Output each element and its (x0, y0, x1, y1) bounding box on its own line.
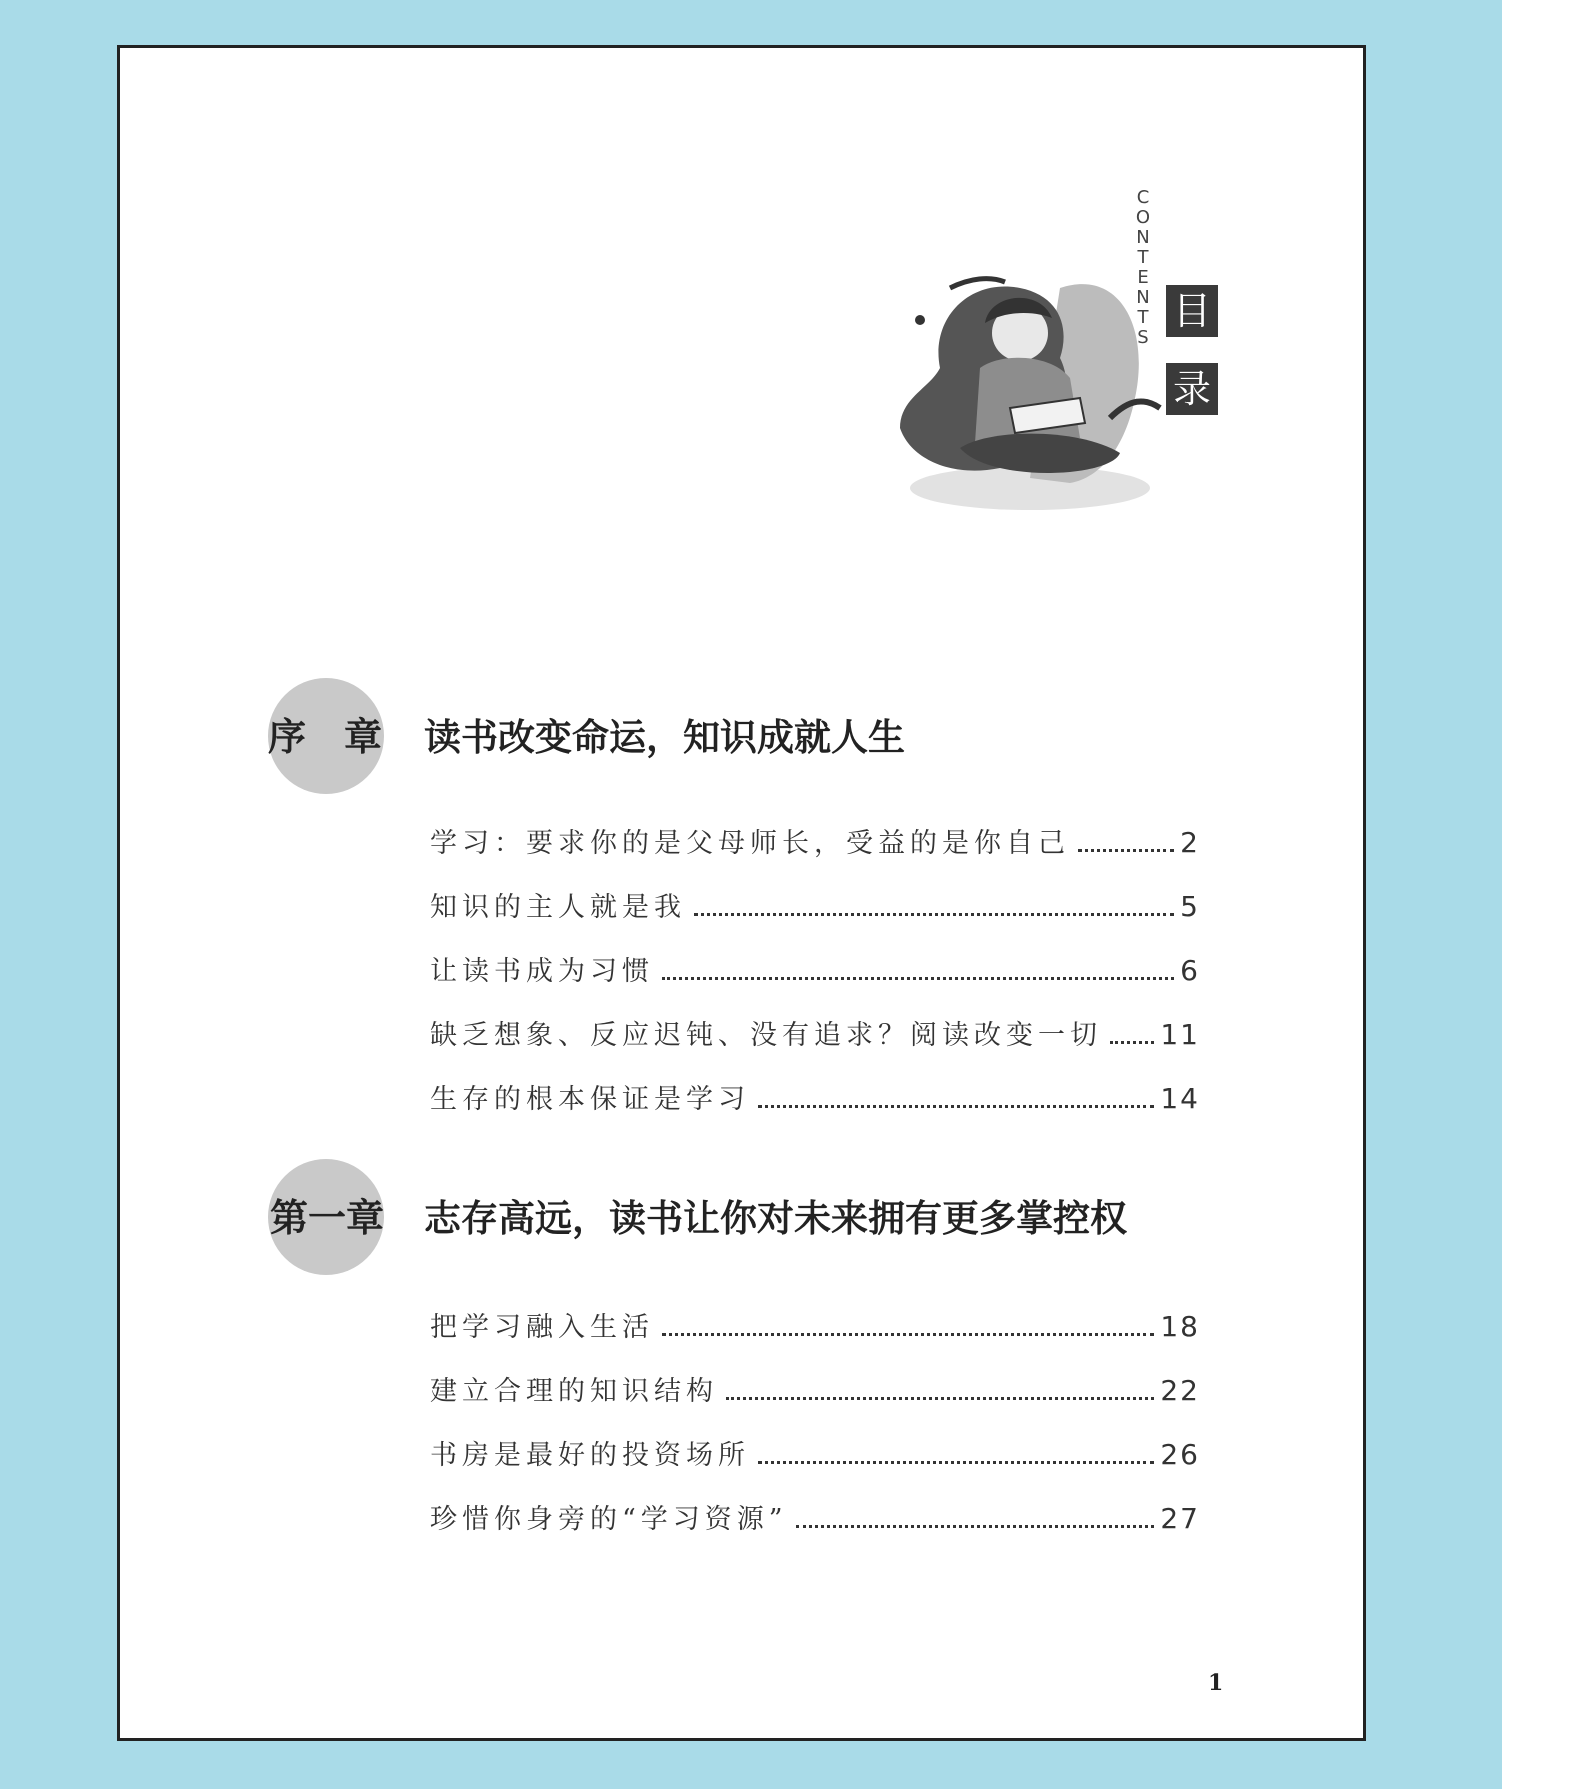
entry-page: 18 (1160, 1310, 1200, 1343)
toc-title (1166, 285, 1218, 415)
book-page (117, 45, 1366, 1741)
chapter-label (268, 1195, 386, 1241)
contents-letter: T (1137, 247, 1149, 268)
entry-page: 2 (1180, 826, 1200, 859)
toc-entry[interactable] (430, 1371, 1200, 1435)
entry-text: 让读书成为习惯 (430, 956, 654, 987)
page-number: 1 (1208, 1670, 1224, 1696)
dot-leader (758, 1105, 1154, 1108)
entry-text: 知识的主人就是我 (430, 892, 686, 923)
entry-list (430, 823, 1200, 1143)
dot-leader (1110, 1041, 1154, 1044)
chapter-label-text: 第一章 (269, 1195, 384, 1240)
entry-page: 5 (1180, 890, 1200, 923)
dot-leader (796, 1525, 1155, 1528)
toc-title-char: 录 (1166, 363, 1218, 415)
entry-page: 22 (1160, 1374, 1200, 1407)
chapter-title[interactable]: 志存高远，读书让你对未来拥有更多掌控权 (424, 1196, 1127, 1240)
toc-entry[interactable] (430, 1499, 1200, 1563)
chapter-heading (268, 678, 1248, 798)
contents-letter: T (1137, 307, 1149, 328)
contents-vertical-label (1126, 188, 1160, 388)
toc-title-char: 目 (1166, 285, 1218, 337)
chapter-section (268, 678, 1248, 1115)
dot-leader (726, 1397, 1154, 1400)
entry-text: 学习：要求你的是父母师长，受益的是你自己 (430, 828, 1070, 859)
chapter-title[interactable]: 读书改变命运，知识成就人生 (424, 715, 905, 759)
entry-text: 建立合理的知识结构 (430, 1376, 718, 1407)
entry-text: 把学习融入生活 (430, 1312, 654, 1343)
entry-text: 珍惜你身旁的“学习资源” (430, 1504, 788, 1535)
toc-entry[interactable] (430, 1015, 1200, 1079)
toc-entry[interactable] (430, 951, 1200, 1015)
contents-letter: S (1137, 327, 1149, 348)
chapter-section (268, 1159, 1248, 1535)
dot-leader (1078, 849, 1174, 852)
entry-list (430, 1307, 1200, 1563)
entry-text: 缺乏想象、反应迟钝、没有追求？阅读改变一切 (430, 1020, 1102, 1051)
entry-page: 11 (1160, 1018, 1200, 1051)
toc-entry[interactable] (430, 1079, 1200, 1143)
entry-page: 26 (1160, 1438, 1200, 1471)
dot-leader (694, 913, 1174, 916)
dot-leader (758, 1461, 1154, 1464)
entry-page: 27 (1160, 1502, 1200, 1535)
entry-page: 14 (1160, 1082, 1200, 1115)
contents-letter: N (1136, 287, 1150, 308)
entry-text: 生存的根本保证是学习 (430, 1084, 750, 1115)
entry-text: 书房是最好的投资场所 (430, 1440, 750, 1471)
entry-page: 6 (1180, 954, 1200, 987)
dot-leader (662, 1333, 1154, 1336)
toc-entry[interactable] (430, 1435, 1200, 1499)
contents-letter: O (1135, 207, 1151, 228)
toc-entry[interactable] (430, 887, 1200, 951)
contents-letter: N (1136, 227, 1150, 248)
toc-entry[interactable] (430, 823, 1200, 887)
chapter-label-text: 序 章 (268, 714, 383, 759)
dot-leader (662, 977, 1174, 980)
contents-letter: E (1137, 267, 1149, 288)
contents-letter: C (1136, 187, 1150, 208)
toc-entry[interactable] (430, 1307, 1200, 1371)
chapter-heading (268, 1159, 1248, 1279)
chapter-label (268, 714, 386, 760)
